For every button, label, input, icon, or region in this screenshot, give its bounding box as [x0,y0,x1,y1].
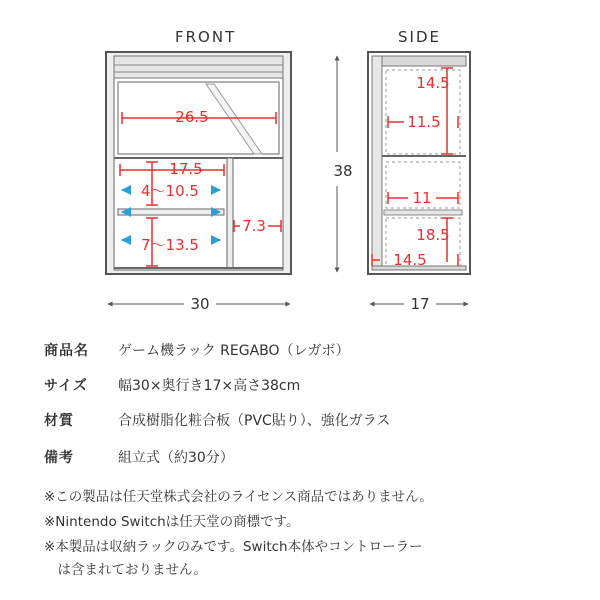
spec-label: 商品名 [44,343,89,359]
spec-row-product-name [44,340,350,360]
contents-note-continued: は含まれておりません。 [44,562,207,578]
spec-value: 組立式（約30分） [118,450,234,466]
trademark-note: ※Nintendo Switchは任天堂の商標です。 [44,514,300,530]
spec-row-material [44,410,390,430]
side-overall-depth-label: 17 [410,295,430,313]
spec-label: サイズ [44,378,88,394]
front-top-width-label: 26.5 [175,108,209,126]
spec-row-remarks [44,447,234,467]
side-bottom-depth-label: 14.5 [393,251,427,269]
front-upper-gap-label: 4〜10.5 [141,182,199,200]
side-mid-depth-label: 11 [412,189,432,207]
front-lower-gap-label: 7〜13.5 [141,236,199,254]
spec-label: 材質 [44,413,74,429]
front-overall-width-label: 30 [190,295,210,313]
front-view-title: FRONT [175,28,237,46]
side-top-height-label: 14.5 [416,74,450,92]
spec-value: 幅30×奥行き17×高さ38cm [118,378,301,394]
front-side-width-label: 7.3 [242,217,266,235]
spec-label: 備考 [44,450,74,466]
side-bottom-height-label: 18.5 [416,226,450,244]
contents-note: ※本製品は収納ラックのみです。Switch本体やコントローラー [44,539,423,555]
side-top-depth-label: 11.5 [407,113,441,131]
license-note: ※この製品は任天堂株式会社のライセンス商品ではありません。 [44,489,433,505]
spec-value: ゲーム機ラック REGABO（レガボ） [118,343,350,359]
spec-value: 合成樹脂化粧合板（PVC貼り）、強化ガラス [118,413,391,429]
side-view-title: SIDE [398,28,441,46]
front-shelf-width-label: 17.5 [169,160,203,178]
spec-row-size [44,375,300,395]
front-overall-height-label: 38 [333,162,353,180]
